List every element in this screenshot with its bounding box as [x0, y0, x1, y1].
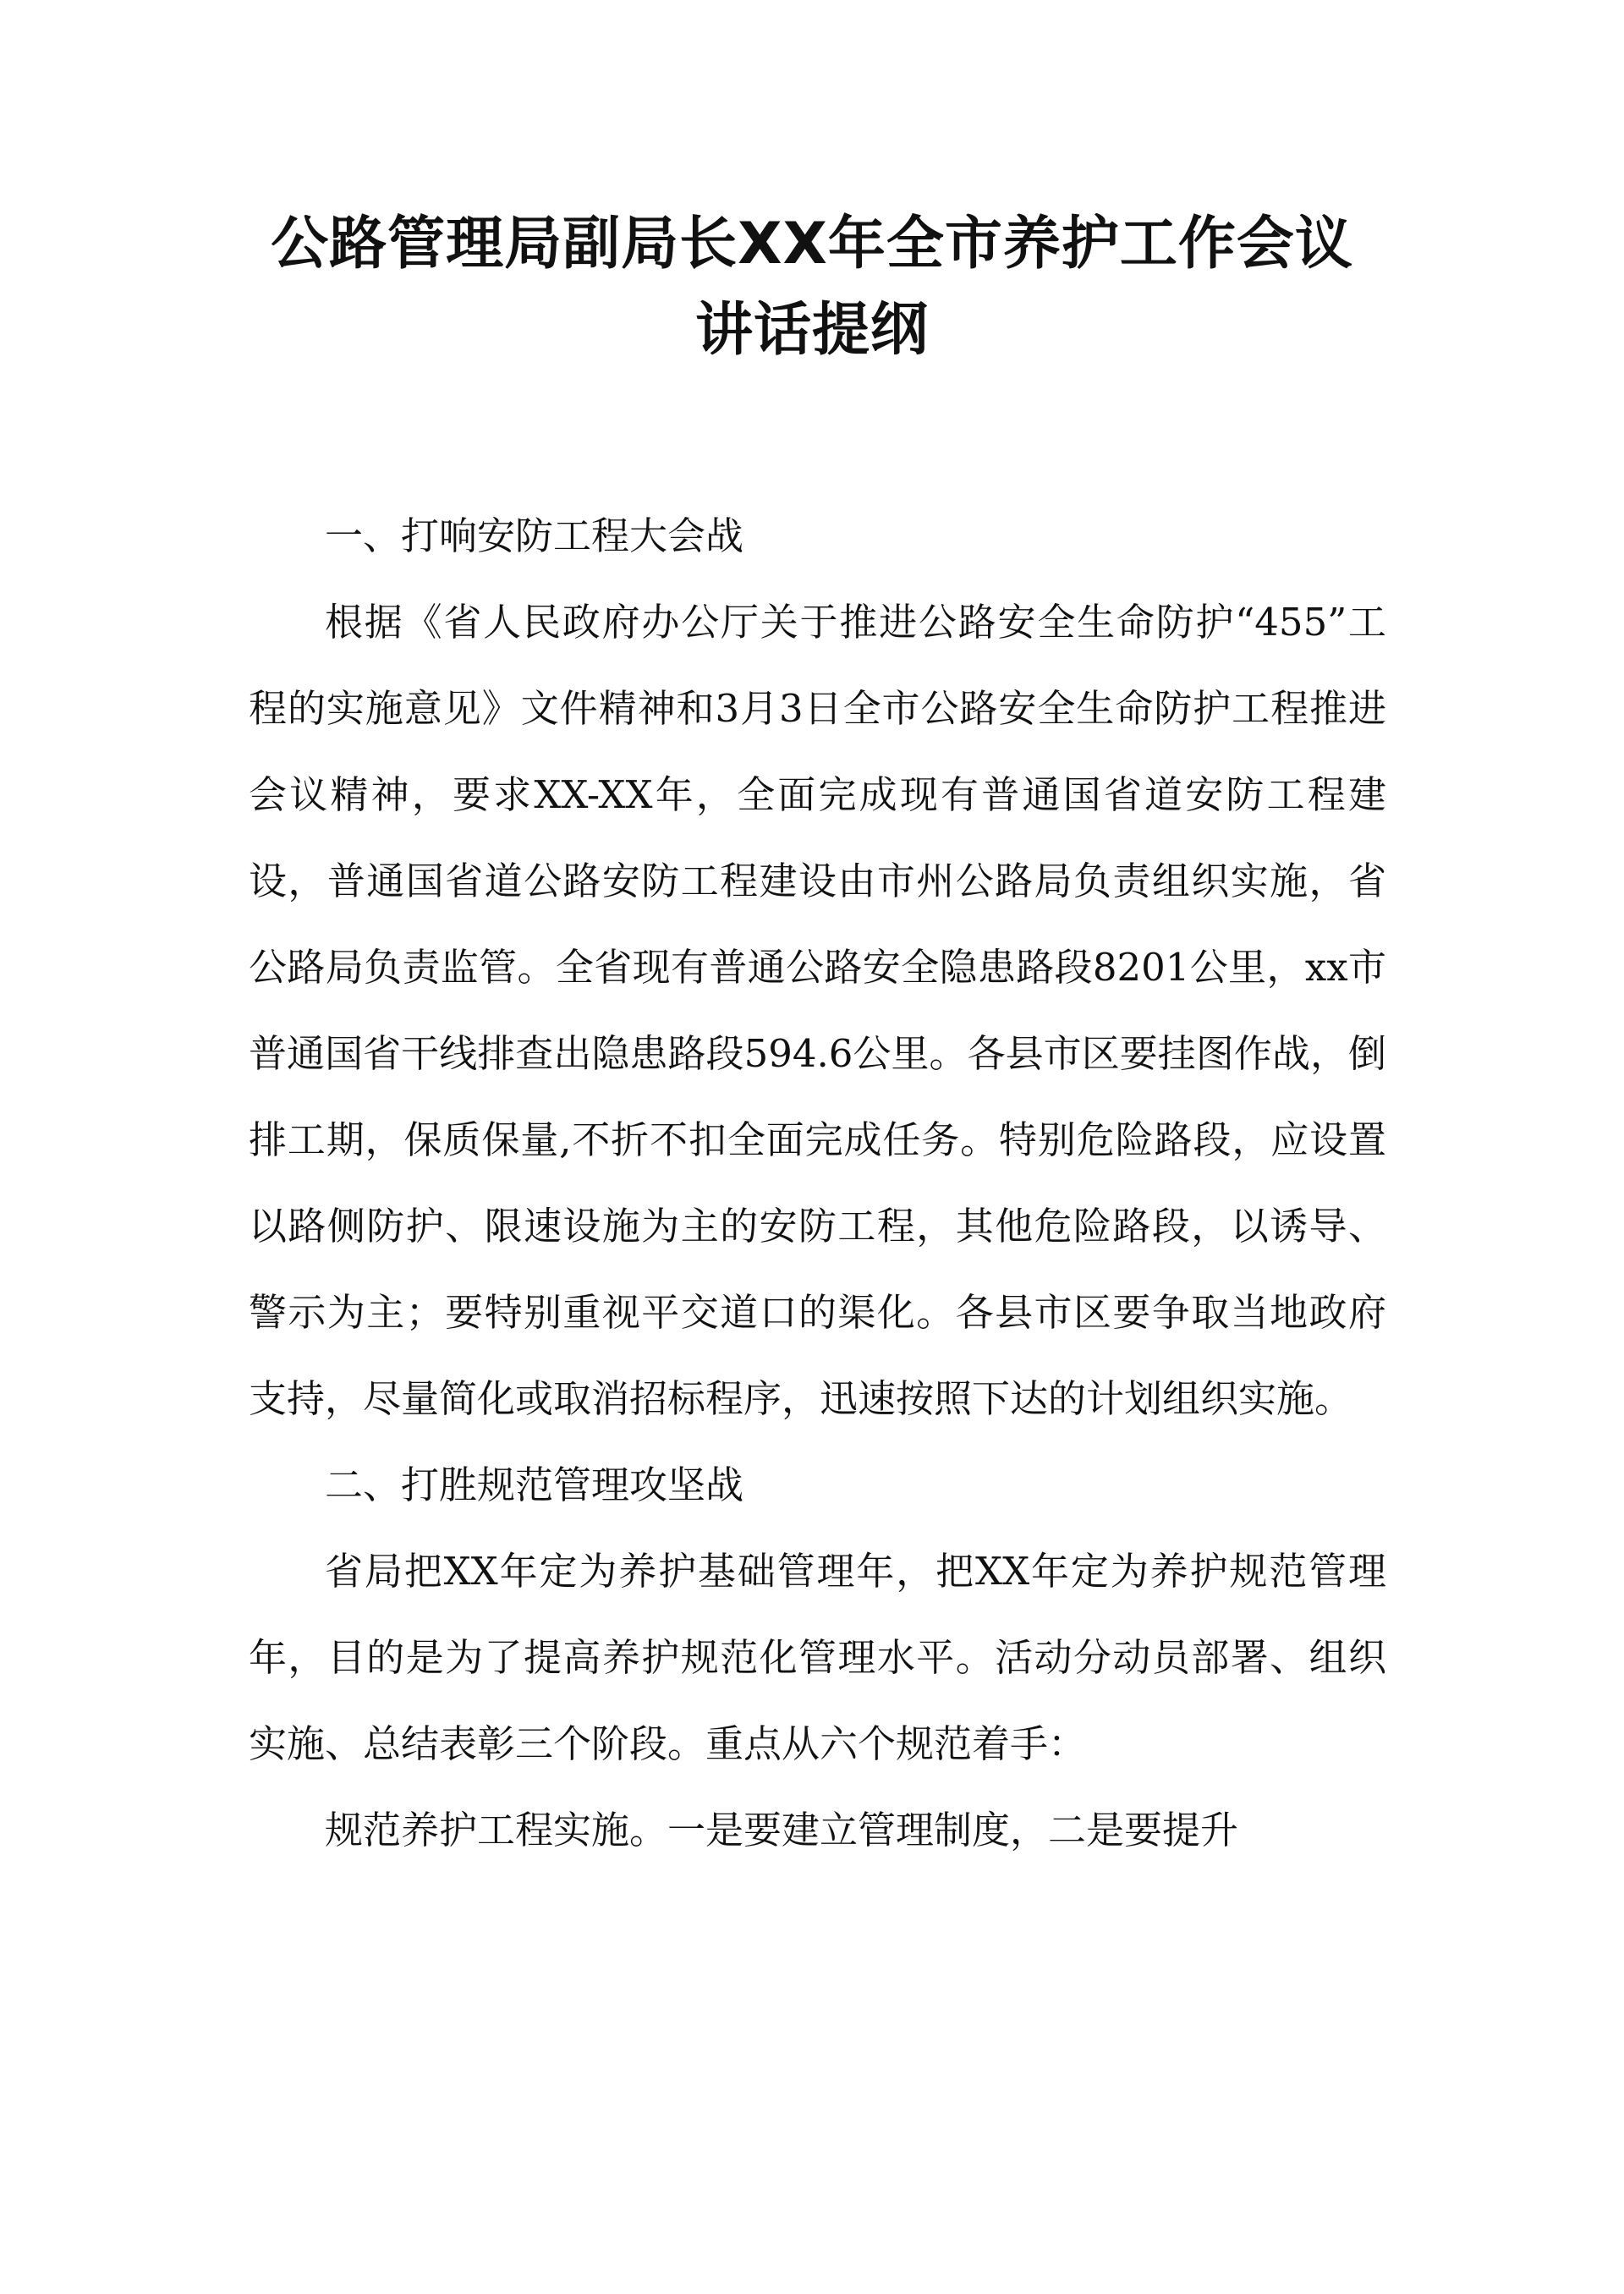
document-body	[249, 493, 1386, 1874]
section-2-paragraph-1: 省局把XX年定为养护基础管理年，把XX年定为养护规范管理年，目的是为了提高养护规范化管理水平。活动分动员部署、组织实施、总结表彰三个阶段。重点从六个规范着手：	[249, 1549, 1386, 1766]
section-heading-1: 一、打响安防工程大会战	[325, 513, 744, 558]
title-line-1: 公路管理局副局长XX年全市养护工作会议	[271, 211, 1353, 277]
section-1-paragraph-1: 根据《省人民政府办公厅关于推进公路安全生命防护“455”工程的实施意见》文件精神和3月3日全市公路安全生命防护工程推进会议精神，要求XX-XX年，全面完成现有普通国省道安防工程建设，普通国省道公路安防工程建设由市州公路局负责组织实施，省公路局负责监管。全省现有普通公路安全隐患路段8201公里，xx市普通国省干线排查出隐患路段594.6公里。各县市区要挂图作战，倒排工期，保质保量,不折不扣全面完成任务。特别危险路段，应设置以路侧防护、限速设施为主的安防工程，其他危险路段，以诱导、警示为主；要特别重视平交道口的渠化。各县市区要争取当地政府支持，尽量简化或取消招标程序，迅速按照下达的计划组织实施。	[249, 600, 1386, 1421]
title-line-2: 讲话提纲	[694, 297, 929, 364]
section-heading-2: 二、打胜规范管理攻坚战	[325, 1463, 744, 1507]
document-title	[237, 201, 1387, 374]
section-2-paragraph-2: 规范养护工程实施。一是要建立管理制度，二是要提升	[325, 1808, 1239, 1852]
